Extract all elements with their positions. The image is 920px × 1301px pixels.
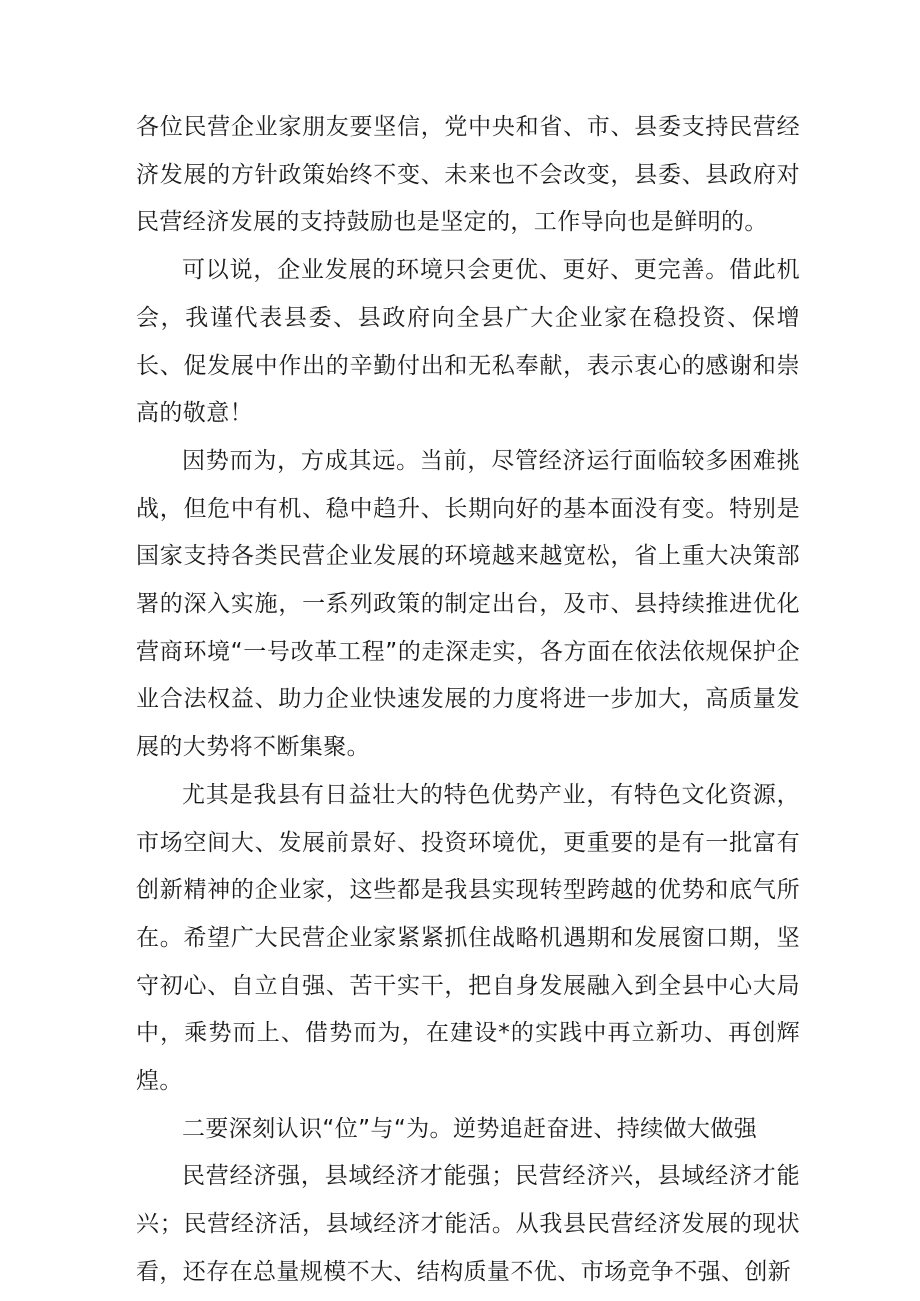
paragraph-4: 尤其是我县有日益壮大的特色优势产业，有特色文化资源，市场空间大、发展前景好、投资环境优，更重要的是有一批富有创新精神的企业家，这些都是我县实现转型跨越的优势和底气所在。希望广大民营企业家紧紧抓住战略机遇期和发展窗口期，坚守初心、自立自强、苦干实干，把自身发展融入到全县中心大局中，乘势而上、借势而为，在建设*的实践中再立新功、再创辉煌。 xyxy=(136,781,800,1095)
section-heading: 二要深刻认识“位”与“为。逆势追赶奋进、持续做大做强 xyxy=(182,1115,758,1142)
paragraph-1: 各位民营企业家朋友要坚信，党中央和省、市、县委支持民营经济发展的方针政策始终不变、未来也不会改变，县委、县政府对民营经济发展的支持鼓励也是坚定的，工作导向也是鲜明的。 xyxy=(136,114,800,236)
paragraph-2: 可以说，企业发展的环境只会更优、更好、更完善。借此机会，我谨代表县委、县政府向全县广大企业家在稳投资、保增长、促发展中作出的辛勤付出和无私奉献，表示衷心的感谢和崇高的敬意！ xyxy=(136,257,800,427)
paragraph-3: 因势而为，方成其远。当前，尽管经济运行面临较多困难挑战，但危中有机、稳中趋升、长期向好的基本面没有变。特别是国家支持各类民营企业发展的环境越来越宽松，省上重大决策部署的深入实施，一系列政策的制定出台，及市、县持续推进优化营商环境“一号改革工程”的走深走实，各方面在依法依规保护企业合法权益、助力企业快速发展的力度将进一步加大，高质量发展的大势将不断集聚。 xyxy=(136,447,800,761)
document-body xyxy=(136,104,800,1297)
paragraph-5: 民营经济强，县域经济才能强；民营经济兴，县域经济才能兴；民营经济活，县域经济才能活。从我县民营经济发展的现状看，还存在总量规模不大、结构质量不优、市场竞争不强、创新 xyxy=(136,1163,800,1285)
